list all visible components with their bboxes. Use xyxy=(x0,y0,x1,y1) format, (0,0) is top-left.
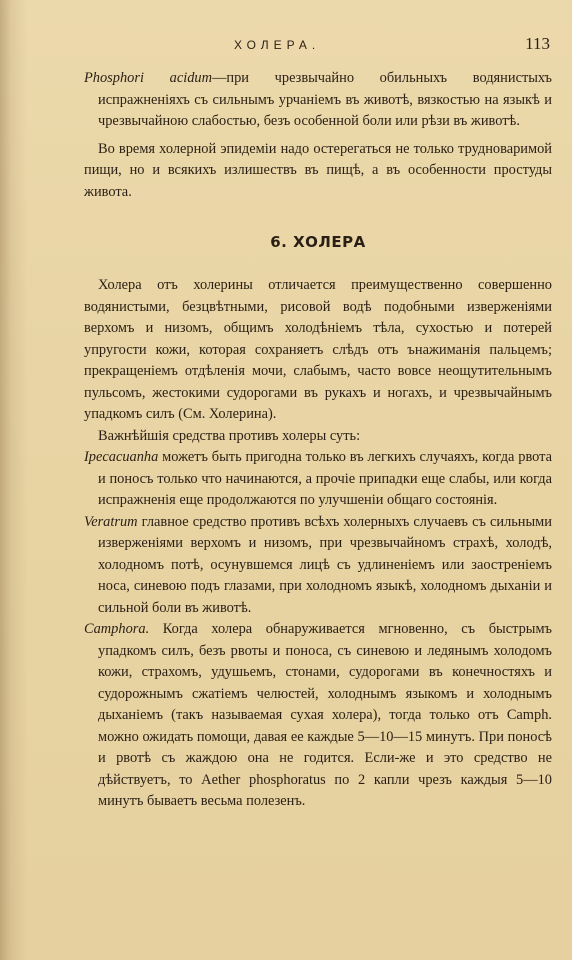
paragraph-ipecacuanha xyxy=(84,447,552,512)
remedy-name: Veratrum xyxy=(84,513,138,530)
remedy-name: Ipecacuanha xyxy=(84,449,159,465)
paragraph-text: можетъ быть пригодна только въ легкихъ случаяхъ, когда рвота и поносъ только что начинаются, а прочіе припадки еще слабы, или когда испражненія еще продолжаются по улучшеніи общаго состоянія. xyxy=(98,449,552,508)
remedy-name: Camphora. xyxy=(84,621,150,637)
remedy-name: Phosphori acidum xyxy=(84,70,212,86)
paragraph-text: Когда холера обнаруживается мгновенно, съ быстрымъ упадкомъ силъ, безъ рвоты и поноса, съ синевою и ледянымъ холодомъ кожи, страхомъ, удушьемъ, стонами, судорогами въ конечностяхъ и судорожнымъ сжатіемъ челюстей, холоднымъ языкомъ и холоднымъ дыханіемъ (такъ называемая сухая холера), тогда только отъ Camph. можно ожидать помощи, давая ее каждые 5—10—15 минутъ. При поносѣ и рвотѣ съ жаждою она не годится. Если-же и это средство не дѣйствуетъ, то Aether phosphoratus по 2 капли чрезъ каждыя 5—10 минутъ бываетъ весьма полезенъ. xyxy=(98,621,552,809)
running-title: ХОЛЕРА. xyxy=(234,38,321,52)
paragraph-veratrum xyxy=(84,512,552,620)
paragraph-remedies-intro: Важнѣйшія средства противъ холеры суть: xyxy=(98,427,361,444)
paragraph-camphora xyxy=(84,619,552,813)
paragraph-epidemic: Во время холерной эпидеміи надо остерегаться не только трудноваримой пищи, но и всякихъ излишествъ въ пищѣ, а въ особенности простуды живота. xyxy=(84,140,552,200)
page-number: 113 xyxy=(525,34,550,53)
spine-shadow xyxy=(0,0,28,960)
page-content xyxy=(84,68,552,813)
page-header xyxy=(84,34,552,56)
section-heading: 6. ХОЛЕРА xyxy=(270,233,366,251)
paragraph-text: главное средство противъ всѣхъ холерныхъ случаевъ съ сильными изверженіями верхомъ и низомъ, при чрезвычайномъ страхѣ, холодѣ, холодномъ потѣ, осунувшемся лицѣ съ удлиненіемъ или заостреніемъ носа, синевою подъ глазами, при холодномъ языкѣ, холодномъ дыханіи и сильной боли въ животѣ. xyxy=(98,513,552,616)
paragraph-phosphori xyxy=(84,68,552,133)
paragraph-cholera-description: Холера отъ холерины отличается преимущественно совершенно водянистыми, безцвѣтными, рисовой водѣ подобными изверженіями верхомъ и низомъ, общимъ холодѣніемъ тѣла, сухостью и потерей упругости кожи, которая сохраняетъ слѣдъ отъ ънажиманія пальцемъ; прекращеніемъ отдѣленія мочи, слабымъ, часто вовсе неощутительнымъ пульсомъ, жестокими судорогами въ рукахъ и ногахъ, и чрезвычайнымъ упадкомъ силъ (См. Холерина). xyxy=(84,277,552,422)
paragraph-text: —при чрезвычайно обильныхъ водянистыхъ испражненіяхъ съ сильнымъ урчаніемъ въ животѣ, вязкостью на языкѣ и чрезвычайною слабостью, безъ особенной боли или рѣзи въ животѣ. xyxy=(98,70,552,129)
